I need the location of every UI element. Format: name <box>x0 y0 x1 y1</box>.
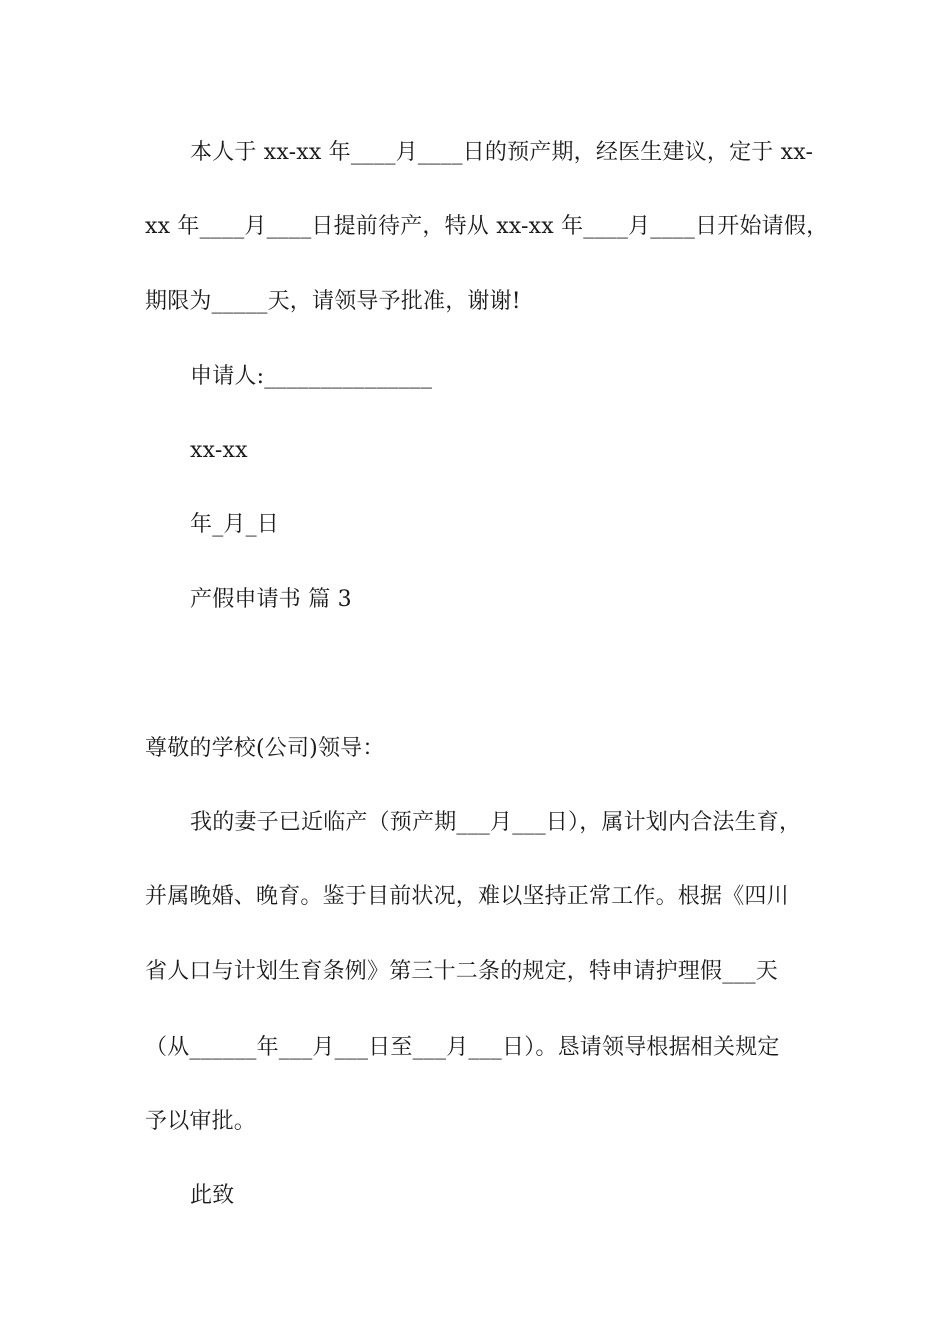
paragraph-line: xx 年____月____日提前待产，特从 xx-xx 年____月____日开始请假， <box>145 214 829 239</box>
closing-line: 此致 <box>190 1183 235 1208</box>
paragraph-line: 期限为_____天，请领导予批准，谢谢! <box>145 289 521 314</box>
salutation: 尊敬的学校(公司)领导： <box>145 736 385 761</box>
paragraph-line: 本人于 xx-xx 年____月____日的预产期，经医生建议，定于 xx- <box>190 140 814 165</box>
section-heading: 产假申请书 篇 3 <box>190 587 352 612</box>
paragraph-line: （从______年___月___日至___月___日）。恳请领导根据相关规定 <box>145 1035 780 1060</box>
date-year: xx-xx <box>190 438 248 463</box>
paragraph-line: 我的妻子已近临产（预产期___月___日），属计划内合法生育， <box>190 810 802 835</box>
paragraph-line: 予以审批。 <box>145 1109 257 1134</box>
paragraph-line: 省人口与计划生育条例》第三十二条的规定，特申请护理假___天 <box>145 959 779 984</box>
date-line: 年_月_日 <box>190 512 280 537</box>
paragraph-line: 并属晚婚、晚育。鉴于目前状况，难以坚持正常工作。根据《四川 <box>145 884 789 909</box>
applicant-signature-line: 申请人:_______________ <box>190 364 433 389</box>
